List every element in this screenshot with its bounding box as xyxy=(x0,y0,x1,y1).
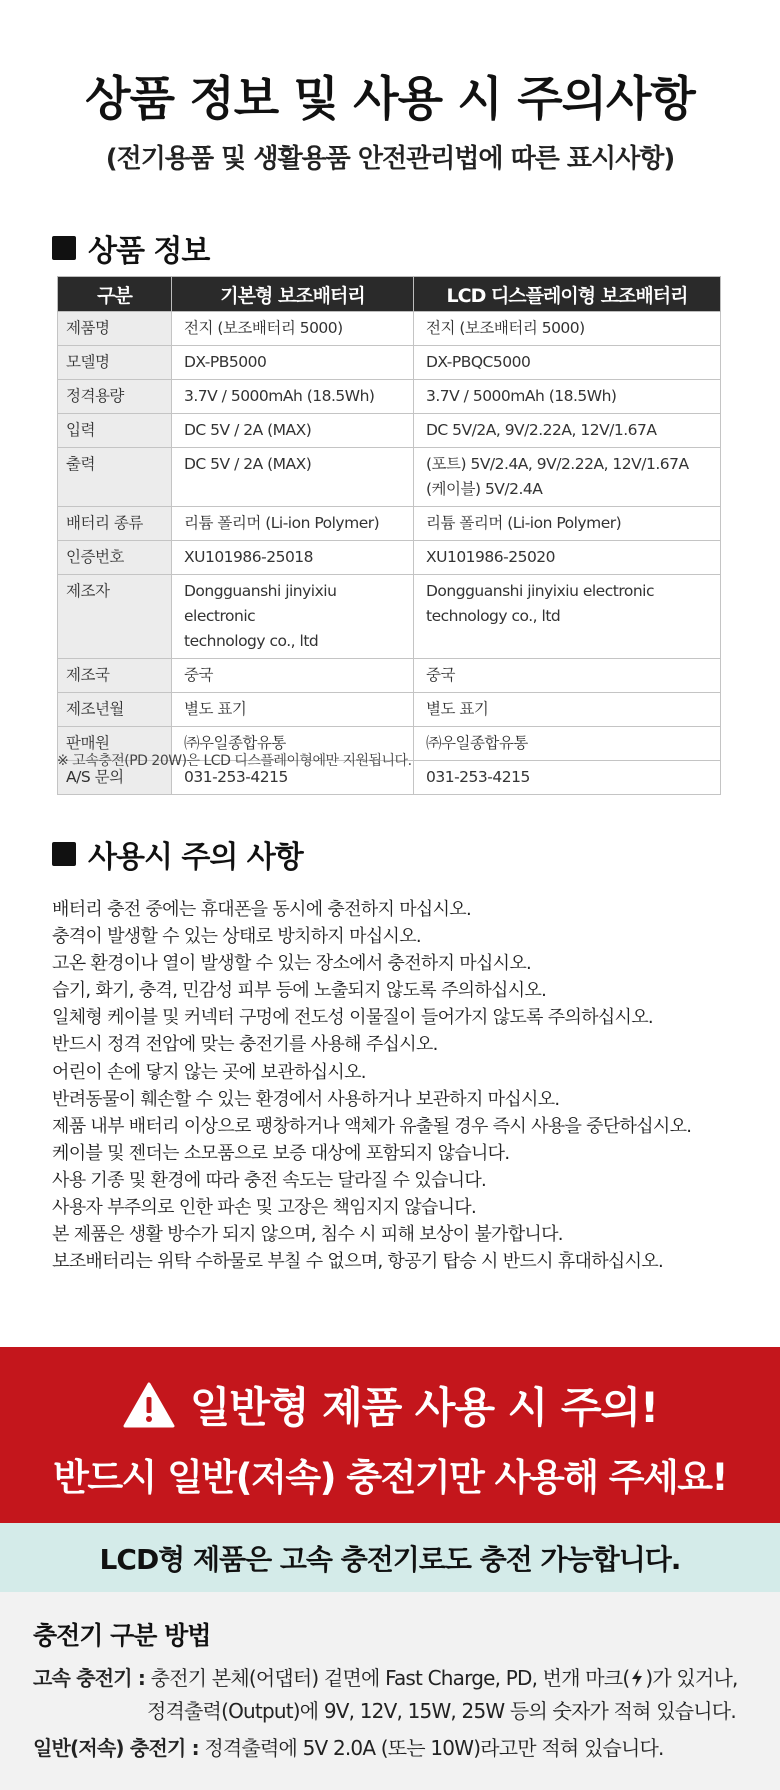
row-label: 제조국 xyxy=(58,659,172,693)
table-row xyxy=(58,380,721,414)
lcd-value: 031-253-4215 xyxy=(414,761,721,795)
row-label: 제조자 xyxy=(58,575,172,659)
page-subtitle: (전기용품 및 생활용품 안전관리법에 따른 표시사항) xyxy=(105,144,675,174)
lcd-value-line: (포트) 5V/2.4A, 9V/2.22A, 12V/1.67A xyxy=(426,455,689,473)
list-item: 어린이 손에 닿지 않는 곳에 보관하십시오. xyxy=(52,1061,366,1083)
basic-value: 3.7V / 5000mAh (18.5Wh) xyxy=(172,380,414,414)
lcd-value: 별도 표기 xyxy=(414,693,721,727)
lcd-value: 중국 xyxy=(414,659,721,693)
basic-value: DC 5V / 2A (MAX) xyxy=(172,414,414,448)
basic-value: DC 5V / 2A (MAX) xyxy=(172,448,414,507)
table-row xyxy=(58,541,721,575)
square-bullet-icon xyxy=(52,236,76,260)
basic-value: DX-PB5000 xyxy=(172,346,414,380)
basic-value xyxy=(172,575,414,659)
fast-charge-note: ※ 고속충전(PD 20W)은 LCD 디스플레이형에만 지원됩니다. xyxy=(57,753,412,769)
row-label: 제품명 xyxy=(58,312,172,346)
fast-charger-label: 고속 충전기 : xyxy=(33,1666,146,1690)
table-row xyxy=(58,414,721,448)
row-label: 입력 xyxy=(58,414,172,448)
list-item: 습기, 화기, 충격, 민감성 피부 등에 노출되지 않도록 주의하십시오. xyxy=(52,980,547,1002)
list-item: 본 제품은 생활 방수가 되지 않으며, 침수 시 피해 보상이 불가합니다. xyxy=(52,1224,563,1246)
lcd-value: DX-PBQC5000 xyxy=(414,346,721,380)
row-label: A/S 문의 xyxy=(58,761,172,795)
column-header: LCD 디스플레이형 보조배터리 xyxy=(414,277,721,312)
table-row xyxy=(58,448,721,507)
list-item: 일체형 케이블 및 커넥터 구멍에 전도성 이물질이 들어가지 않도록 주의하십시오. xyxy=(52,1007,653,1029)
slow-charger-line xyxy=(33,1732,664,1761)
list-item: 반려동물이 훼손할 수 있는 환경에서 사용하거나 보관하지 마십시오. xyxy=(52,1088,560,1110)
row-label: 인증번호 xyxy=(58,541,172,575)
lcd-value: 리튬 폴리머 (Li-ion Polymer) xyxy=(414,507,721,541)
warning-banner-line1 xyxy=(0,1375,780,1435)
page-title: 상품 정보 및 사용 시 주의사항 xyxy=(85,72,695,127)
charger-guide-title: 충전기 구분 방법 xyxy=(33,1621,211,1650)
basic-value: 전지 (보조배터리 5000) xyxy=(172,312,414,346)
square-bullet-icon xyxy=(52,842,76,866)
fast-charger-text: 충전기 본체(어댑터) 겉면에 Fast Charge, PD, 번개 마크( xyxy=(145,1666,630,1690)
list-item: 보조배터리는 위탁 수하물로 부칠 수 없으며, 항공기 탑승 시 반드시 휴대하십시오. xyxy=(52,1251,663,1273)
warning-title: 일반형 제품 사용 시 주의! xyxy=(189,1383,659,1432)
lcd-value-line: technology co., ltd xyxy=(426,607,561,625)
list-item: 고온 환경이나 열이 발생할 수 있는 장소에서 충전하지 마십시오. xyxy=(52,953,532,975)
warning-triangle-icon xyxy=(122,1381,176,1429)
table-row xyxy=(58,312,721,346)
basic-value-line: technology co., ltd xyxy=(184,632,319,650)
basic-value: 리튬 폴리머 (Li-ion Polymer) xyxy=(172,507,414,541)
charger-guide xyxy=(0,1592,780,1790)
lcd-value-line: Dongguanshi jinyixiu electronic xyxy=(426,582,654,600)
lcd-notice-bar xyxy=(0,1523,780,1592)
lcd-value xyxy=(414,575,721,659)
lcd-value: XU101986-25020 xyxy=(414,541,721,575)
lcd-value: ㈜우일종합유통 xyxy=(414,727,721,761)
lcd-notice-text: LCD형 제품은 고속 충전기로도 충전 가능합니다. xyxy=(99,1542,681,1576)
basic-value: 중국 xyxy=(172,659,414,693)
row-label: 출력 xyxy=(58,448,172,507)
column-header: 기본형 보조배터리 xyxy=(172,277,414,312)
lcd-value: 3.7V / 5000mAh (18.5Wh) xyxy=(414,380,721,414)
lcd-value xyxy=(414,448,721,507)
list-item: 사용자 부주의로 인한 파손 및 고장은 책임지지 않습니다. xyxy=(52,1197,476,1219)
warning-banner xyxy=(0,1347,780,1523)
lcd-value-line: (케이블) 5V/2.4A xyxy=(426,480,543,498)
lcd-value: 전지 (보조배터리 5000) xyxy=(414,312,721,346)
fast-charger-text-end: )가 있거나, xyxy=(645,1666,738,1690)
list-item: 충격이 발생할 수 있는 상태로 방치하지 마십시오. xyxy=(52,926,421,948)
basic-value-line: Dongguanshi jinyixiu electronic xyxy=(184,582,337,625)
table-header-row xyxy=(58,277,721,312)
row-label: 배터리 종류 xyxy=(58,507,172,541)
fast-charger-line-2: 정격출력(Output)에 9V, 12V, 15W, 25W 등의 숫자가 적혀 있습니다. xyxy=(147,1699,736,1723)
basic-value: XU101986-25018 xyxy=(172,541,414,575)
basic-value: 031-253-4215 xyxy=(172,761,414,795)
table-row xyxy=(58,659,721,693)
product-info-heading xyxy=(52,226,209,270)
list-item: 제품 내부 배터리 이상으로 팽창하거나 액체가 유출될 경우 즉시 사용을 중단하십시오. xyxy=(52,1115,692,1137)
row-label: 모델명 xyxy=(58,346,172,380)
fast-charger-line xyxy=(33,1662,738,1691)
row-label: 제조년월 xyxy=(58,693,172,727)
precautions-list xyxy=(52,896,691,1275)
product-info-heading-text: 상품 정보 xyxy=(88,234,210,269)
list-item: 반드시 정격 전압에 맞는 충전기를 사용해 주십시오. xyxy=(52,1034,438,1056)
table-row xyxy=(58,693,721,727)
slow-charger-text: 정격출력에 5V 2.0A (또는 10W)라고만 적혀 있습니다. xyxy=(198,1736,664,1760)
row-label: 판매원 xyxy=(58,727,172,761)
precautions-heading xyxy=(52,832,303,876)
lcd-value: DC 5V/2A, 9V/2.22A, 12V/1.67A xyxy=(414,414,721,448)
lightning-bolt-icon xyxy=(629,1668,645,1688)
slow-charger-label: 일반(저속) 충전기 : xyxy=(33,1736,199,1760)
table-row xyxy=(58,575,721,659)
column-header: 구분 xyxy=(58,277,172,312)
table-row xyxy=(58,507,721,541)
list-item: 배터리 충전 중에는 휴대폰을 동시에 충전하지 마십시오. xyxy=(52,899,471,920)
basic-value: ㈜우일종합유통 xyxy=(172,727,414,761)
table-row xyxy=(58,346,721,380)
list-item: 케이블 및 젠더는 소모품으로 보증 대상에 포함되지 않습니다. xyxy=(52,1142,510,1164)
product-info-table xyxy=(57,276,721,795)
warning-subtitle: 반드시 일반(저속) 충전기만 사용해 주세요! xyxy=(53,1456,727,1499)
row-label: 정격용량 xyxy=(58,380,172,414)
basic-value: 별도 표기 xyxy=(172,693,414,727)
list-item: 사용 기종 및 환경에 따라 충전 속도는 달라질 수 있습니다. xyxy=(52,1169,487,1191)
precautions-heading-text: 사용시 주의 사항 xyxy=(88,840,303,875)
